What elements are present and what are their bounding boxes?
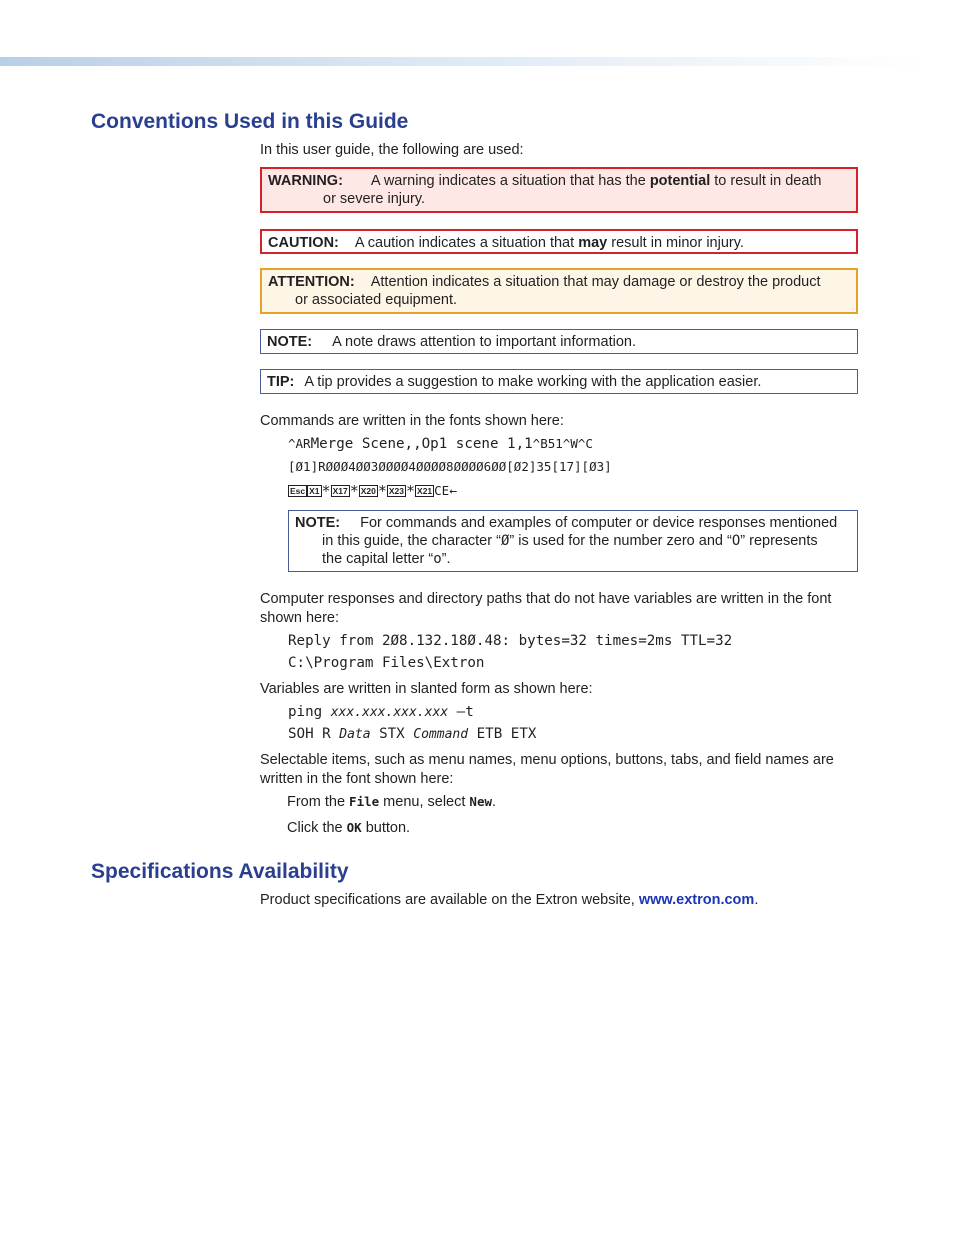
return-arrow-icon: ← — [449, 484, 458, 499]
note-box: NOTE: A note draws attention to important information. — [260, 329, 858, 354]
selectable-example-2: Click the OK button. — [287, 820, 411, 836]
specs-text: Product specifications are available on the Extron website, www.extron.com. — [260, 892, 759, 908]
selectable-example-1: From the File menu, select New. — [287, 794, 497, 810]
response-example: Reply from 2Ø8.132.18Ø.48: bytes=32 times=2ms TTL=32 — [288, 633, 733, 649]
attention-box: ATTENTION: Attention indicates a situation that may damage or destroy the product or associated equipment. — [260, 268, 858, 314]
header-bar — [0, 57, 930, 66]
note-box-2: NOTE: For commands and examples of computer or device responses mentioned in this guide, the character “Ø” is used for the number zero and “O” represents the capital letter “o”. — [288, 510, 858, 572]
extron-website-link[interactable]: www.extron.com — [638, 892, 755, 908]
warning-label: WARNING: — [268, 173, 343, 189]
tip-label: TIP: — [267, 374, 295, 390]
selectable-intro: Selectable items, such as menu names, menu options, buttons, tabs, and field names are written in the font shown here: — [260, 752, 834, 787]
note2-label: NOTE: — [295, 515, 341, 531]
command-example-2: [Ø1]RØØØ4ØØ3ØØØØ4ØØØØ8ØØØØ6ØØ[Ø2]35[17][Ø3] — [288, 459, 612, 474]
command-example-3: Esc X1 * X17 * X20 * X23 * X21 CE← — [290, 482, 458, 500]
commands-intro: Commands are written in the fonts shown here: — [260, 413, 564, 429]
intro-text: In this user guide, the following are used: — [260, 142, 524, 158]
caution-box: CAUTION: A caution indicates a situation that may result in minor injury. — [260, 229, 858, 254]
command-example-1: ^ARMerge Scene,,Op1 scene 1,1^B51^W^C — [288, 436, 593, 452]
esc-key: Esc — [290, 486, 306, 496]
responses-intro: Computer responses and directory paths that do not have variables are written in the font shown here: — [260, 591, 832, 626]
tip-box: TIP: A tip provides a suggestion to make working with the application easier. — [260, 369, 858, 394]
section-title-specifications: Specifications Availability — [91, 860, 349, 883]
note-label: NOTE: — [267, 334, 313, 350]
attention-label: ATTENTION: — [268, 274, 355, 290]
x23-key: X23 — [388, 486, 404, 496]
variable-example-1: ping xxx.xxx.xxx.xxx —t — [288, 704, 474, 720]
x20-key: X20 — [360, 486, 376, 496]
section-title-conventions: Conventions Used in this Guide — [91, 110, 409, 133]
x17-key: X17 — [332, 486, 348, 496]
directory-path-example: C:\Program Files\Extron — [288, 655, 485, 671]
caution-label: CAUTION: — [268, 235, 339, 251]
warning-box: WARNING: A warning indicates a situation that has the potential to result in death or severe injury. — [260, 167, 858, 213]
variables-intro: Variables are written in slanted form as shown here: — [260, 681, 593, 697]
x1-key: X1 — [309, 486, 320, 496]
variable-example-2: SOH R Data STX Command ETB ETX — [288, 726, 537, 742]
x21-key: X21 — [417, 486, 433, 496]
